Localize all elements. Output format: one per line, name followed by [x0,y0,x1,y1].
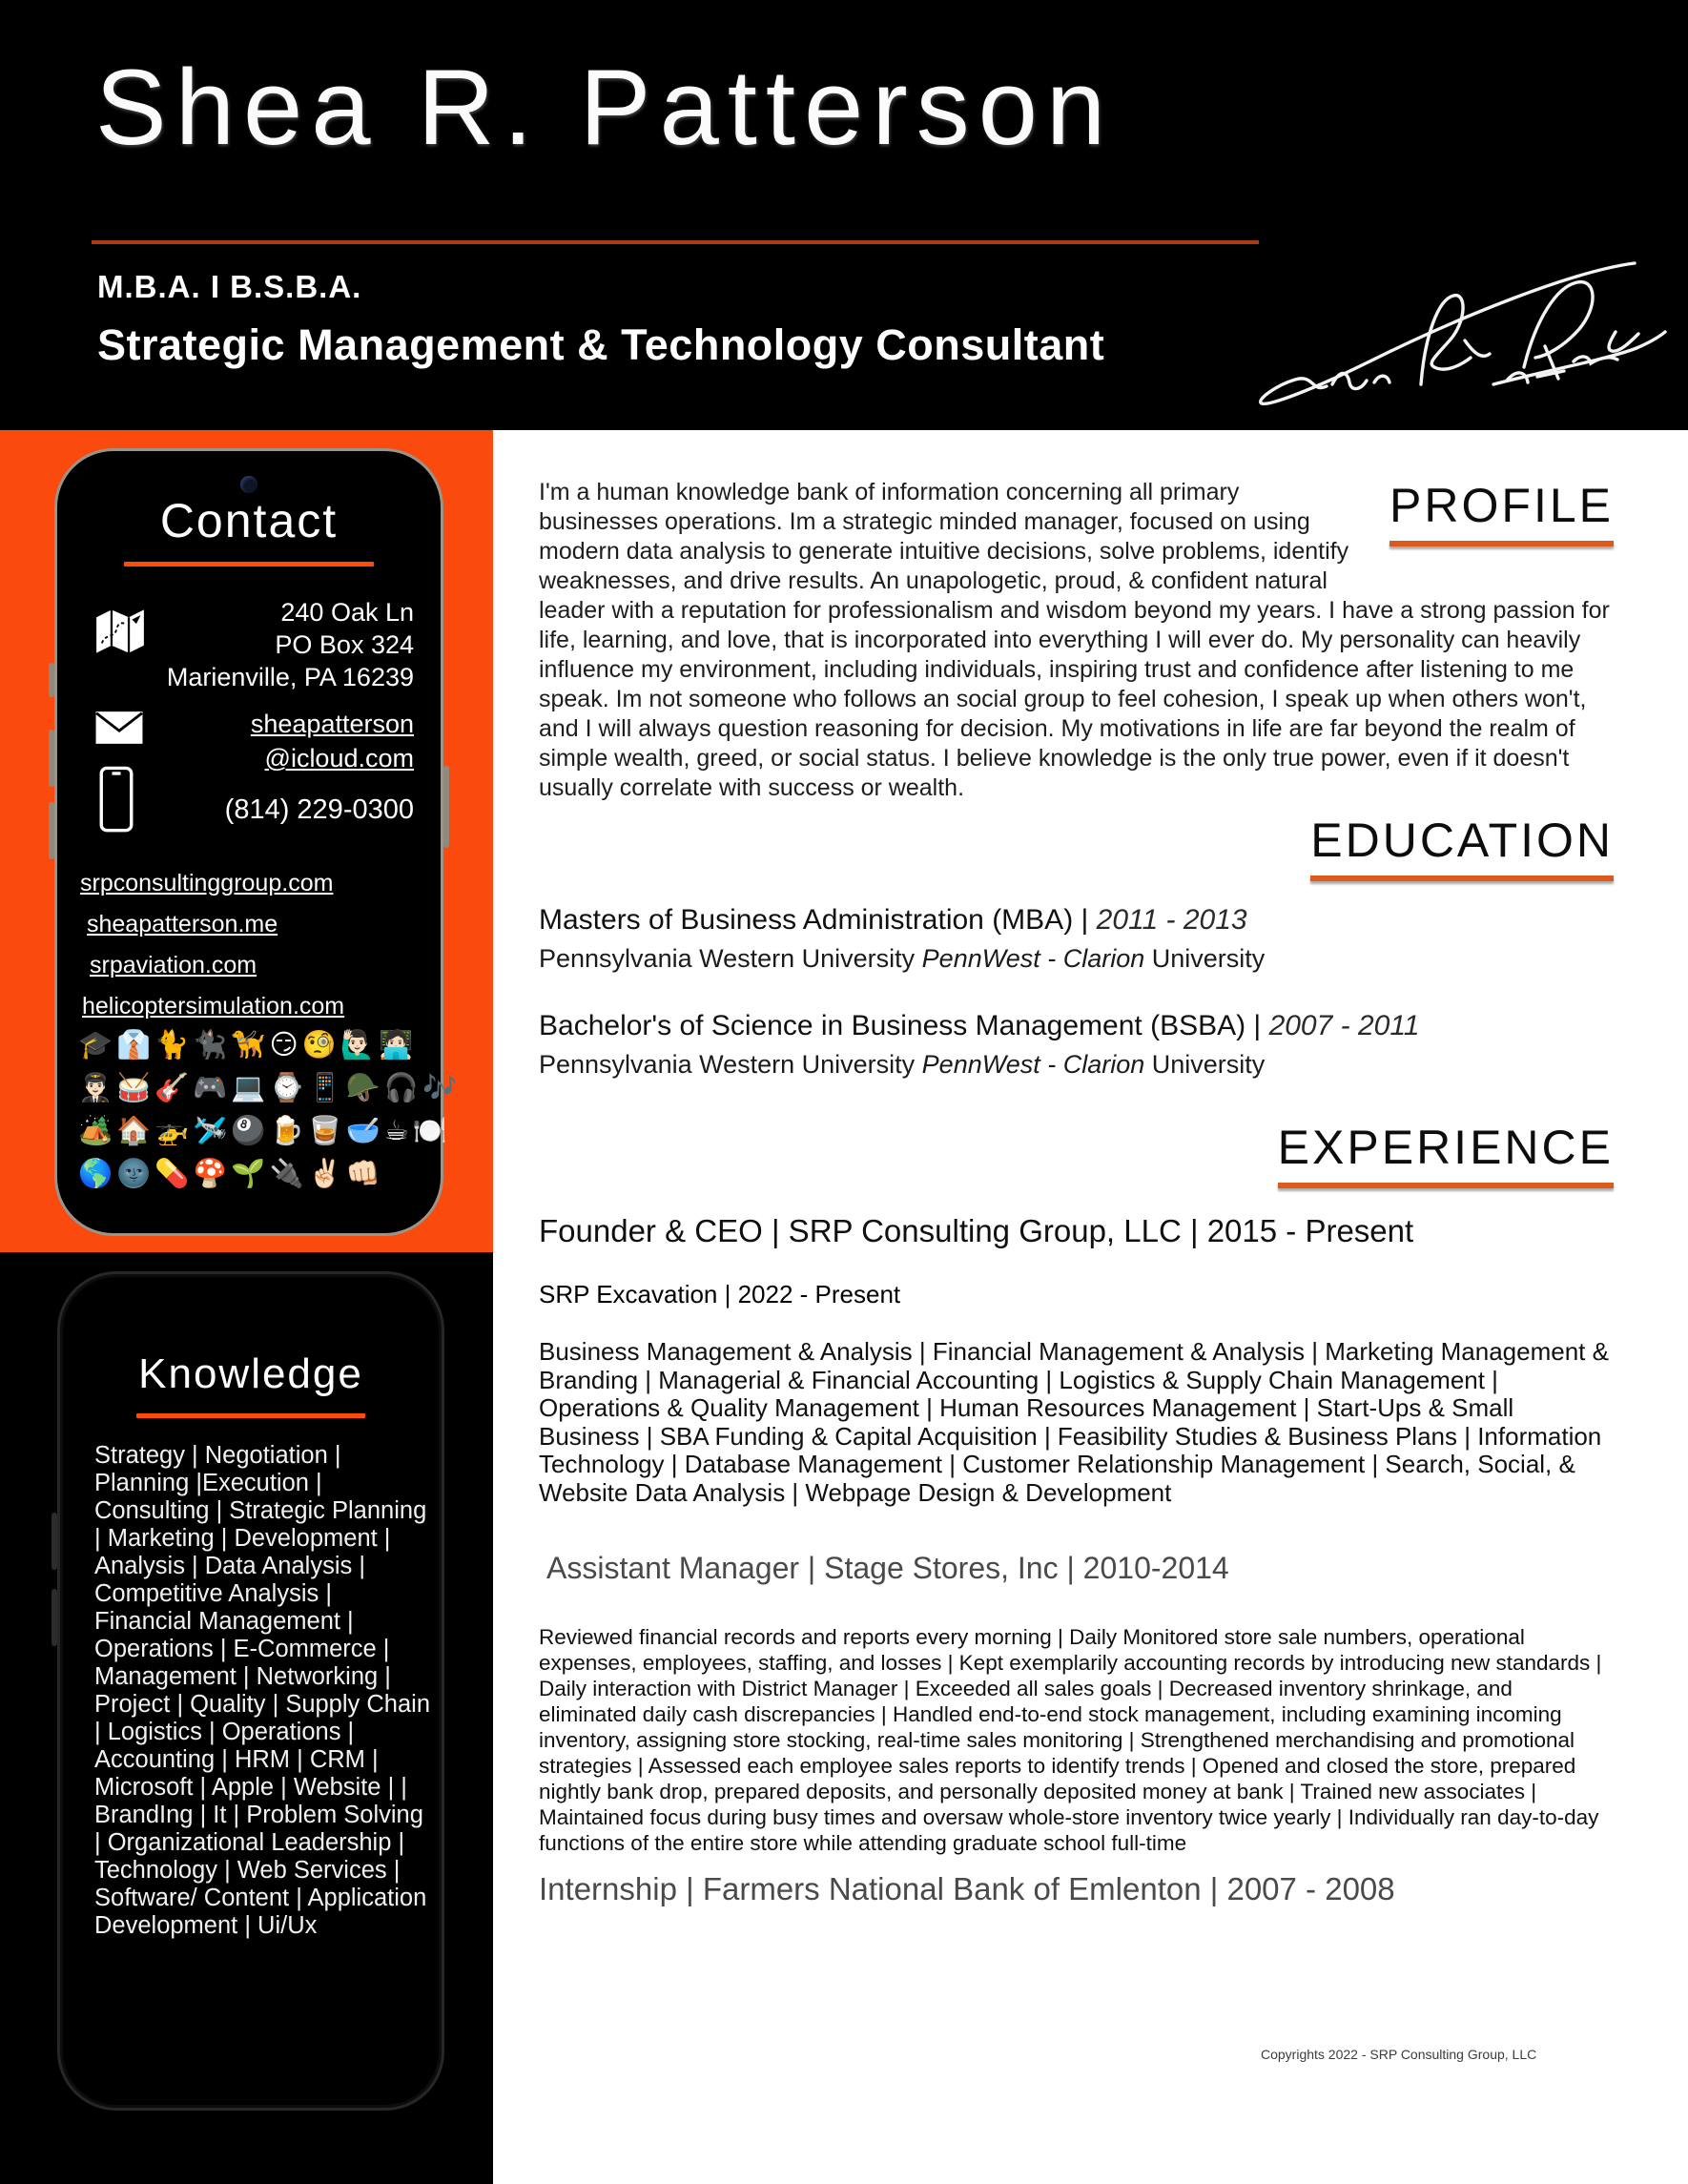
address-line: 240 Oak Ln [280,598,414,627]
phone-volume-button [51,1513,57,1570]
header-band [0,0,1688,430]
phone-volume-button [49,802,54,859]
website-link[interactable]: sheapatterson.me [87,911,278,937]
experience-title: EXPERIENCE [1277,1121,1614,1174]
tagline-text: Strategic Management & Technology Consultant [97,320,1105,369]
credentials-text: M.B.A. I B.S.B.A. [97,269,362,304]
experience-section-head [539,1120,1614,1188]
education-section-head [539,813,1614,881]
emoji-row: 🏕️🏠🚁🛩️🎱🍺🥃🥣☕🍽️ [78,1114,451,1146]
website-link[interactable]: helicoptersimulation.com [82,993,345,1020]
phone-mute-button [49,663,54,697]
interest-emoji-grid [78,1023,462,1195]
map-icon [95,608,145,655]
page-title: Shea R. Patterson [95,48,1115,167]
emoji-row: 🎓👔🐈🐈‍⬛🦮😏🧐🙋🏻‍♂️🧑🏻‍💻 [78,1028,418,1061]
job-title-internship: Internship | Farmers National Bank of Emlenton | 2007 - 2008 [539,1871,1395,1906]
email-icon [95,711,143,745]
education-title: EDUCATION [1310,814,1614,867]
copyright-text: Copyrights 2022 - SRP Consulting Group, LLC [1261,2047,1537,2062]
school-name: Pennsylvania Western University PennWest - Clarion University [539,944,1266,973]
address-line: PO Box 324 [275,630,414,659]
emoji-row: 🌎🌚💊🍄🌱🔌✌🏻👊🏻 [78,1157,384,1189]
email-link[interactable] [251,707,414,775]
job-skills-paragraph: Business Management & Analysis | Financial Management & Analysis | Marketing Management & Branding | Managerial & Financial Accounting | Logistics & Supply Chain Management | Operations & Quality Management | Human Resources Management | Start-Ups & Small Business | SBA Funding & Capital Acquisition | Feasibility Studies & Business Plans | Information Technology | Database Management | Customer Relationship Management | Search, Social, & Website Data Analysis | Webpage Design & Development [539,1337,1609,1507]
profile-paragraph: I'm a human knowledge bank of information concerning all primary businesses operations. Im a strategic minded manager, focused on using modern data analysis to generate intuitive decisions, solve problems, identify weaknesses, and drive results. An unapologetic, proud, & confident natural leader with a reputation for professionalism and wisdom beyond my years. I have a strong passion for life, learning, and love, that is incorporated into everything I will ever do. My personality can heavily influence my environment, including individuals, inspiring trust and confidence after listening to me speak. Im not someone who follows an social group to feel cohesion, I speak up when others won't, and I will always question reasoning for decision. My motivations in life are far beyond the realm of simple wealth, greed, or social status. I believe knowledge is the only true power, even if it doesn't usually correlate with success or wealth. [539,479,1610,801]
profile-section-head [1390,478,1614,546]
knowledge-phone-card [57,1271,444,2111]
knowledge-list: Strategy | Negotiation | Planning |Execution | Consulting | Strategic Planning | Marketing | Development | Analysis | Data Analysis | Competitive Analysis | Financial Management | Operations | E-Commerce | Management | Networking | Project | Quality | Supply Chain | Logistics | Operations | Accounting | HRM | CRM | Microsoft | Apple | Website | | BrandIng | It | Problem Solving | Organizational Leadership | Technology | Web Services | Software/ Content | Application Development | Ui/Ux [94,1442,430,1939]
school-name: Pennsylvania Western University PennWest - Clarion University [539,1050,1266,1079]
job-title-founder: Founder & CEO | SRP Consulting Group, LLC | 2015 - Present [539,1213,1414,1248]
knowledge-heading: Knowledge [138,1350,363,1397]
email-line[interactable]: @icloud.com [264,744,414,773]
website-link[interactable]: srpconsultinggroup.com [80,870,334,896]
job-subtitle-excavation: SRP Excavation | 2022 - Present [539,1280,901,1308]
degree-name: Bachelor's of Science in Business Management (BSBA) [539,1010,1246,1041]
job-title-assistant-manager: Assistant Manager | Stage Stores, Inc | 2010-2014 [546,1551,1229,1585]
title-divider [92,240,1259,244]
emoji-row: 👨🏻‍✈️🥁🎸🎮💻⌚📱🪖🎧🎶 [78,1071,462,1103]
profile-title: PROFILE [1390,479,1614,532]
main-content [493,430,1688,2184]
website-link[interactable]: srpaviation.com [90,952,257,979]
degree-years: 2007 - 2011 [1268,1010,1420,1041]
email-line[interactable]: sheapatterson [250,710,414,738]
job-duties-paragraph: Reviewed financial records and reports every morning | Daily Monitored store sale numbers, operational expenses, employees, staffing, and losses | Kept exemplarily accounting records by introducing new standards | Daily interaction with District Manager | Exceeded all sales goals | Decreased inventory shrinkage, and eliminated daily cash discrepancies | Handled end-to-end stock management, including examining incoming inventory, assigning store stocking, real-time sales monitoring | Strengthened merchandising and promotional strategies | Assessed each employee sales reports to identify trends | Opened and closed the store, prepared nightly bank drop, prepared deposits, and personally deposited money at bank | Trained new associates | Maintained focus during busy times and oversaw whole-store inventory twice yearly | Individually ran day-to-day functions of the entire store while attending graduate school full-time [539,1625,1602,1855]
contact-heading: Contact [159,494,339,547]
phone-number: (814) 229-0300 [224,794,414,825]
contact-heading-rule [124,562,374,567]
education-rule [1310,876,1614,881]
address-line: Marienville, PA 16239 [166,663,414,691]
signature-image [1219,240,1675,416]
contact-phone-card [54,448,462,1236]
address-block [167,596,414,693]
education-item: Masters of Business Administration (MBA) | 2011 - 2013 Pennsylvania Western University PennWest - Clarion University [539,904,1614,974]
education-item: Bachelor's of Science in Business Management (BSBA) | 2007 - 2011 Pennsylvania Western University PennWest - Clarion University [539,1010,1614,1080]
degree-years: 2011 - 2013 [1096,904,1247,936]
phone-camera-icon [240,476,257,493]
smartphone-icon [99,766,134,833]
degree-name: Masters of Business Administration (MBA) [539,904,1074,936]
phone-volume-button [49,730,54,787]
phone-power-button [443,766,449,848]
knowledge-heading-rule [136,1413,365,1418]
phone-volume-button [51,1589,57,1646]
profile-section [539,478,1614,803]
experience-rule [1278,1183,1614,1188]
website-links [80,863,344,1027]
profile-rule [1390,541,1614,546]
